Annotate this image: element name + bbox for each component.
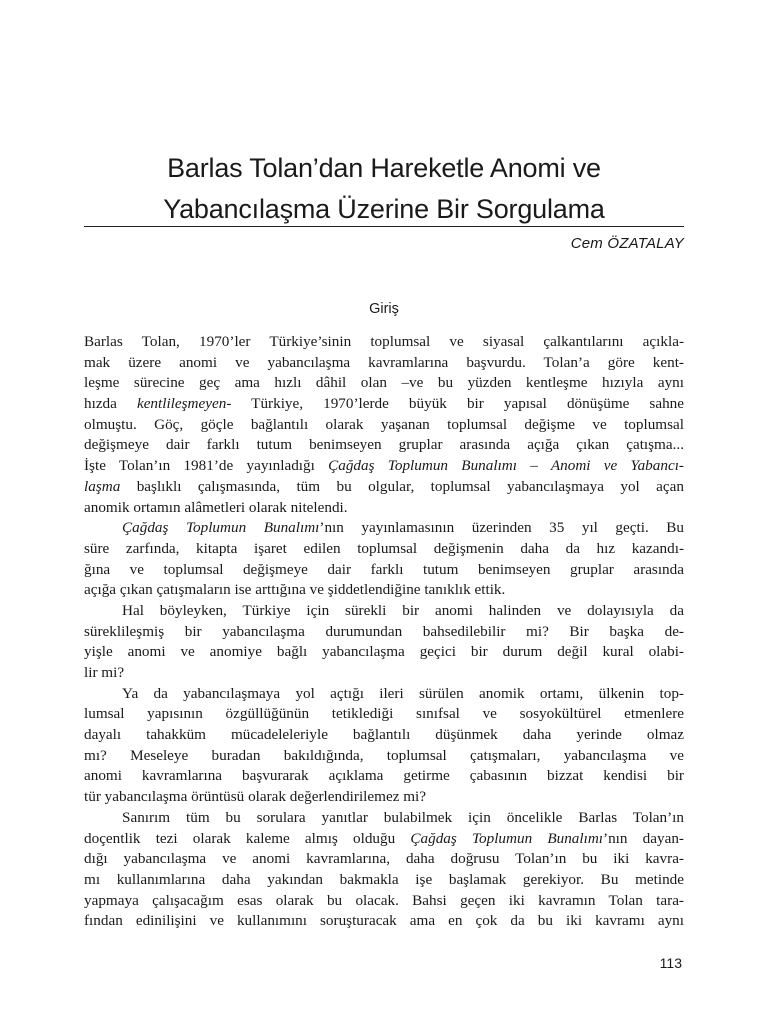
body-line [84,518,684,539]
text-run: doçentlik tezi olarak kaleme almış olduğu [84,829,411,847]
text-run: anomi kavramlarına başvurarak açıklama getirme çabasının bizzat kendisi bir [84,767,684,785]
body-line [84,415,684,436]
body-line [84,373,684,394]
text-run: başlıklı çalışmasında, tüm bu olgular, toplumsal yabancılaşmaya yol açan [120,477,684,495]
body-line [84,642,684,663]
italic-text: Çağdaş Toplumun Bunalımı – Anomi ve Yabancı- [328,457,684,475]
body-line [84,870,684,891]
italic-text: kentlileşmeyen- [136,395,232,413]
text-run: ’nın yayınlamasının üzerinden 35 yıl geçti. Bu [319,519,685,537]
body-line [84,498,684,519]
body-line [84,394,684,415]
text-run: ’nın dayan- [603,829,684,847]
section-heading: Giriş [369,301,399,317]
text-run: değişmeye dair farklı tutum benimseyen gruplar arasında açığa çıkan çatışma... [84,436,684,454]
text-run: Türkiye, 1970’lerde büyük bir yapısal dönüşüme sahne [231,395,685,413]
text-run: tür yabancılaşma örüntüsü olarak değerlendirilemez mi? [84,788,427,806]
text-run: mı? Meseleye buradan bakıldığında, toplumsal çatışmaları, yabancılaşma ve [84,746,684,764]
text-run: lumsal yapısının özgüllüğünün tetiklediği sınıfsal ve sosyokültürel etmenlere [84,705,684,723]
text-run: Barlas Tolan, 1970’ler Türkiye’sinin toplumsal ve siyasal çalkantılarını açıkla- [84,333,684,350]
body-line [84,435,684,456]
body-line [84,684,684,705]
body-line [84,911,684,932]
text-run: ğına ve toplumsal değişmeye dair farklı tutum benimseyen gruplar arasında [84,560,684,578]
text-run: dığı yabancılaşma ve anomi kavramlarına, daha doğrusu Tolan’ın bu iki kavra- [84,850,684,868]
article-title-line-1: Barlas Tolan’dan Hareketle Anomi ve [167,153,601,183]
text-run: dayalı tahakküm mücadeleleriyle bağlantılı düşünmek daha yerinde olmaz [84,726,684,744]
text-run: lir mi? [84,664,125,681]
author-name: Cem ÖZATALAY [570,235,684,252]
body-line [84,560,684,581]
text-run: süre zarfında, kitapta işaret edilen toplumsal değişmenin daha da hız kazandı- [84,539,684,557]
page-number: 113 [659,955,682,971]
body-line [84,891,684,912]
body-line [84,580,684,601]
body-line [84,477,684,498]
body-line [84,787,684,808]
body-line [84,766,684,787]
text-run: Ya da yabancılaşmaya yol açtığı ileri sürülen anomik ortamı, ülkenin top- [122,684,684,702]
body-line [84,332,684,353]
body-line [84,725,684,746]
text-run: süreklileşmiş bir yabancılaşma durumundan bahsedilebilir mi? Bir başka de- [84,622,684,640]
title-divider [84,226,684,227]
body-line [84,539,684,560]
body-line [84,808,684,829]
italic-text: Çağdaş Toplumun Bunalımı [122,519,320,537]
text-run: hızda [84,395,137,413]
italic-text: Çağdaş Toplumun Bunalımı [410,829,604,847]
text-run: yapmaya çalışacağım esas olarak bu olacak. Bahsi geçen iki kavramın Tolan tara- [84,891,684,909]
body-line [84,746,684,767]
text-run: leşme sürecine geç ama hızlı dâhil olan –ve bu yüzden kentleşme hızıyla aynı [84,374,684,392]
text-run: yişle anomi ve anomiye bağlı yabancılaşma geçici bir durum değil kural olabi- [84,643,684,661]
text-run: olmuştu. Göç, göçle bağlantılı olarak yaşanan toplumsal değişme ve toplumsal [84,415,684,433]
body-line [84,663,684,684]
text-run: anomik ortamın alâmetleri olarak nitelendi. [84,498,348,516]
article-title-line-2: Yabancılaşma Üzerine Bir Sorgulama [163,194,605,224]
body-line [84,829,684,850]
text-run: Sanırım tüm bu sorulara yanıtlar bulabilmek için öncelikle Barlas Tolan’ın [122,808,684,826]
body-line [84,353,684,374]
text-run: mı kullanımlarına daha yakından bakmakla işe başlamak gerekiyor. Bu metinde [84,870,684,888]
text-run: açığa çıkan çatışmaların ise arttığına ve şiddetlendiğine tanıklık ettik. [84,581,506,599]
text-run: mak üzere anomi ve yabancılaşma kavramlarına başvurdu. Tolan’a göre kent- [84,353,684,371]
text-run: Hal böyleyken, Türkiye için sürekli bir anomi halinden ve dolayısıyla da [122,601,684,619]
body-line [84,456,684,477]
italic-text: laşma [84,477,121,495]
body-line [84,704,684,725]
article-title [84,148,684,230]
body-line [84,601,684,622]
body-text [84,332,684,932]
body-line [84,849,684,870]
text-run: İşte Tolan’ın 1981’de yayınladığı [84,457,329,475]
body-line [84,622,684,643]
text-run: fından edinilişini ve kullanımını soruşturacak ama en çok da bu iki kavramı aynı [84,912,684,930]
